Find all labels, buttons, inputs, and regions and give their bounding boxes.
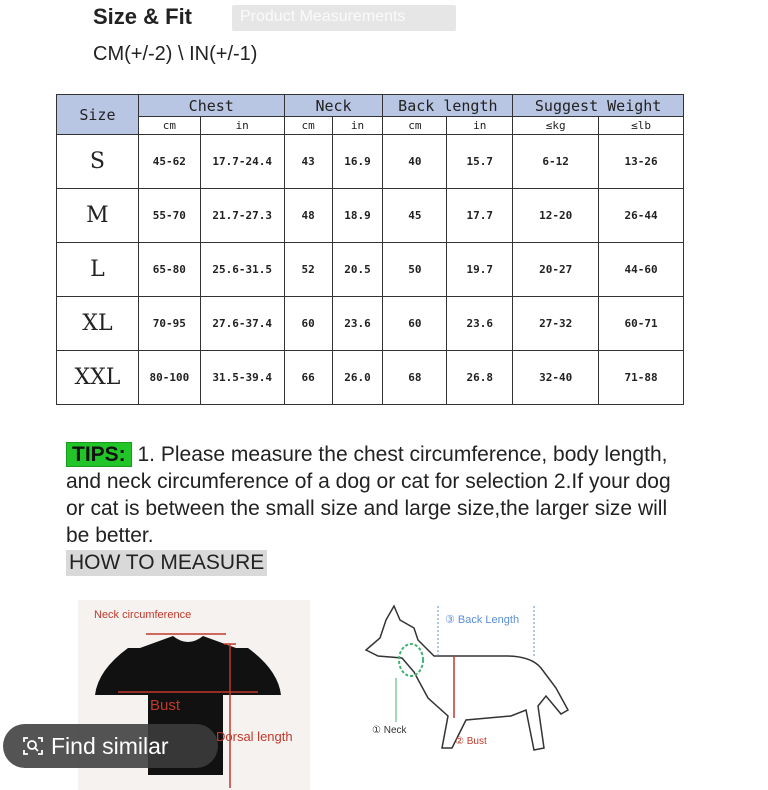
units-note: CM(+/-2) \ IN(+/-1) bbox=[93, 43, 258, 65]
unit-header: in bbox=[200, 117, 284, 135]
back-length-label: ③ Back Length bbox=[445, 614, 520, 626]
neck-header: Neck bbox=[284, 95, 383, 117]
table-cell: 17.7-24.4 bbox=[200, 135, 284, 189]
table-cell: 20-27 bbox=[513, 243, 599, 297]
back-length-header: Back length bbox=[383, 95, 513, 117]
table-cell: 68 bbox=[383, 351, 447, 405]
table-row bbox=[57, 135, 684, 189]
dog-bust-label: ② Bust bbox=[455, 736, 487, 747]
table-cell: 20.5 bbox=[332, 243, 383, 297]
unit-header: ≤lb bbox=[599, 117, 684, 135]
size-cell: S bbox=[57, 135, 139, 189]
dog-neck-label: ① Neck bbox=[372, 725, 407, 736]
table-cell: 50 bbox=[383, 243, 447, 297]
table-row bbox=[57, 243, 684, 297]
product-measurements-tab[interactable]: Product Measurements bbox=[232, 5, 456, 31]
table-cell: 40 bbox=[383, 135, 447, 189]
table-cell: 80-100 bbox=[138, 351, 200, 405]
table-cell: 27-32 bbox=[513, 297, 599, 351]
unit-header: ≤kg bbox=[513, 117, 599, 135]
table-cell: 52 bbox=[284, 243, 332, 297]
size-header: Size bbox=[57, 95, 139, 135]
image-search-icon bbox=[21, 734, 45, 758]
table-cell: 18.9 bbox=[332, 189, 383, 243]
table-cell: 13-26 bbox=[599, 135, 684, 189]
table-cell: 31.5-39.4 bbox=[200, 351, 284, 405]
table-cell: 26.0 bbox=[332, 351, 383, 405]
table-cell: 60 bbox=[284, 297, 332, 351]
size-cell: L bbox=[57, 243, 139, 297]
suggest-weight-header: Suggest Weight bbox=[513, 95, 684, 117]
table-cell: 27.6-37.4 bbox=[200, 297, 284, 351]
table-row bbox=[57, 351, 684, 405]
table-header-row bbox=[57, 95, 684, 117]
table-cell: 60-71 bbox=[599, 297, 684, 351]
table-row bbox=[57, 189, 684, 243]
dog-neck-measure bbox=[399, 644, 423, 676]
dorsal-length-label: Dorsal length bbox=[216, 729, 293, 744]
tips-text bbox=[66, 441, 686, 549]
chest-header: Chest bbox=[138, 95, 284, 117]
size-chart-table bbox=[56, 94, 684, 405]
table-cell: 66 bbox=[284, 351, 332, 405]
table-cell: 26-44 bbox=[599, 189, 684, 243]
table-cell: 15.7 bbox=[447, 135, 513, 189]
table-cell: 48 bbox=[284, 189, 332, 243]
table-cell: 55-70 bbox=[138, 189, 200, 243]
table-cell: 45-62 bbox=[138, 135, 200, 189]
unit-header: in bbox=[447, 117, 513, 135]
unit-header: cm bbox=[284, 117, 332, 135]
neck-circumference-label: Neck circumference bbox=[94, 609, 192, 621]
size-cell: XXL bbox=[57, 351, 139, 405]
table-cell: 12-20 bbox=[513, 189, 599, 243]
find-similar-label: Find similar bbox=[51, 732, 169, 759]
table-cell: 65-80 bbox=[138, 243, 200, 297]
table-cell: 23.6 bbox=[332, 297, 383, 351]
table-cell: 45 bbox=[383, 189, 447, 243]
shirt-sleeve-left bbox=[95, 648, 140, 695]
unit-header: in bbox=[332, 117, 383, 135]
table-cell: 26.8 bbox=[447, 351, 513, 405]
table-cell: 17.7 bbox=[447, 189, 513, 243]
table-cell: 25.6-31.5 bbox=[200, 243, 284, 297]
tips-body: 1. Please measure the chest circumference, body length, and neck circumference of a dog or cat for selection 2.If your dog or cat is between the small size and large size,the larger size will be better. bbox=[66, 443, 671, 547]
table-cell: 32-40 bbox=[513, 351, 599, 405]
table-cell: 23.6 bbox=[447, 297, 513, 351]
table-cell: 19.7 bbox=[447, 243, 513, 297]
unit-header: cm bbox=[383, 117, 447, 135]
table-cell: 70-95 bbox=[138, 297, 200, 351]
bust-label: Bust bbox=[150, 697, 181, 714]
shirt-sleeve-right bbox=[236, 648, 281, 695]
table-cell: 16.9 bbox=[332, 135, 383, 189]
table-cell: 44-60 bbox=[599, 243, 684, 297]
find-similar-button[interactable] bbox=[3, 724, 218, 768]
table-cell: 43 bbox=[284, 135, 332, 189]
table-subheader-row bbox=[57, 117, 684, 135]
table-cell: 6-12 bbox=[513, 135, 599, 189]
size-cell: M bbox=[57, 189, 139, 243]
table-cell: 71-88 bbox=[599, 351, 684, 405]
unit-header: cm bbox=[138, 117, 200, 135]
how-to-measure-heading: HOW TO MEASURE bbox=[66, 550, 267, 576]
table-cell: 60 bbox=[383, 297, 447, 351]
size-cell: XL bbox=[57, 297, 139, 351]
page-title: Size & Fit bbox=[93, 4, 193, 29]
table-cell: 21.7-27.3 bbox=[200, 189, 284, 243]
table-row bbox=[57, 297, 684, 351]
tips-badge: TIPS: bbox=[66, 442, 132, 467]
